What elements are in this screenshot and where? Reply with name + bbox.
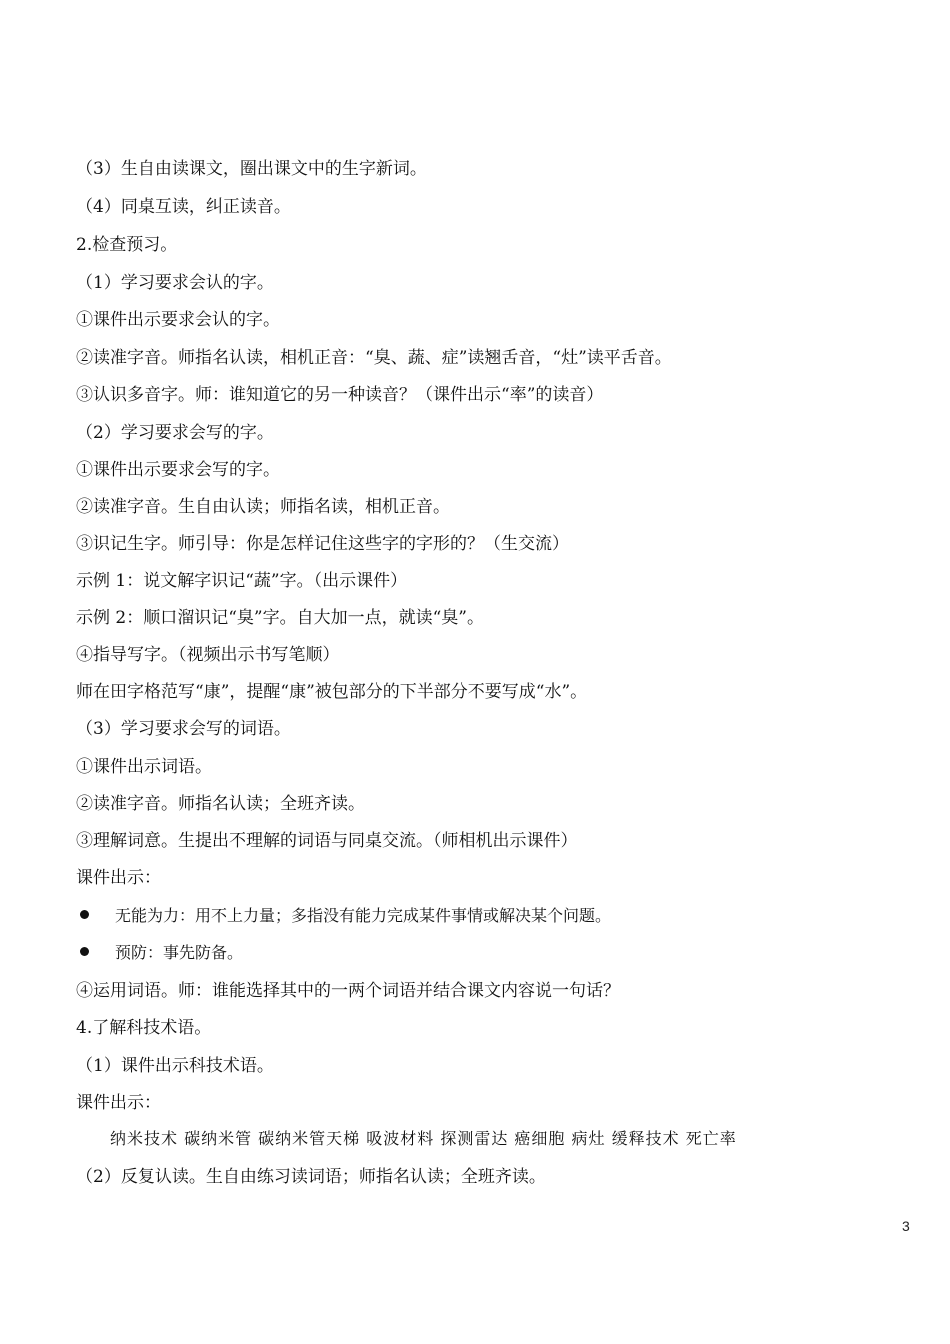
text-line: ③理解词意。生提出不理解的词语与同桌交流。（师相机出示课件）: [76, 831, 578, 851]
bullet-text: 预防：事先防备。: [115, 943, 244, 962]
bullet-icon: [80, 910, 89, 919]
bullet-item: [76, 904, 896, 928]
text-line: 4.了解科技术语。: [76, 1018, 212, 1038]
text-line: ①课件出示要求会写的字。: [76, 460, 280, 480]
bullet-text: 无能为力：用不上力量；多指没有能力完成某件事情或解决某个问题。: [115, 906, 612, 925]
text-line: ④运用词语。师：谁能选择其中的一两个词语并结合课文内容说一句话？: [76, 981, 620, 1001]
text-line: （1）学习要求会认的字。: [76, 273, 274, 293]
text-line: ②读准字音。生自由认读；师指名读，相机正音。: [76, 497, 450, 517]
text-line: ②读准字音。师指名认读；全班齐读。: [76, 794, 365, 814]
text-line: （3）生自由读课文，圈出课文中的生字新词。: [76, 159, 427, 179]
text-line: ①课件出示词语。: [76, 757, 212, 777]
text-line: 课件出示：: [76, 1093, 161, 1113]
text-line: （1）课件出示科技术语。: [76, 1056, 274, 1076]
text-line: 示例 2：顺口溜识记“臭”字。自大加一点，就读“臭”。: [76, 608, 484, 628]
text-line: 师在田字格范写“康”，提醒“康”被包部分的下半部分不要写成“水”。: [76, 682, 588, 702]
text-line: ④指导写字。（视频出示书写笔顺）: [76, 645, 340, 665]
text-line: ③认识多音字。师：谁知道它的另一种读音？（课件出示“率”的读音）: [76, 385, 604, 405]
text-line: （3）学习要求会写的词语。: [76, 719, 291, 739]
bullet-item: [76, 941, 896, 965]
page-number: 3: [902, 1218, 910, 1234]
text-line: 示例 1：说文解字识记“蔬”字。（出示课件）: [76, 571, 408, 591]
text-line: 课件出示：: [76, 868, 161, 888]
bullet-icon: [80, 947, 89, 956]
text-line: ①课件出示要求会认的字。: [76, 310, 280, 330]
text-line: 2.检查预习。: [76, 235, 178, 255]
text-line: （2）反复认读。生自由练习读词语；师指名认读；全班齐读。: [76, 1167, 546, 1187]
text-line: （2）学习要求会写的字。: [76, 423, 274, 443]
text-line: ②读准字音。师指名认读，相机正音：“臭、蔬、症”读翘舌音，“灶”读平舌音。: [76, 348, 672, 368]
text-line: （4）同桌互读，纠正读音。: [76, 197, 291, 217]
term-list: 纳米技术 碳纳米管 碳纳米管天梯 吸波材料 探测雷达 癌细胞 病灶 缓释技术 死亡率: [110, 1129, 737, 1148]
text-line: ③识记生字。师引导：你是怎样记住这些字的字形的？（生交流）: [76, 534, 569, 554]
